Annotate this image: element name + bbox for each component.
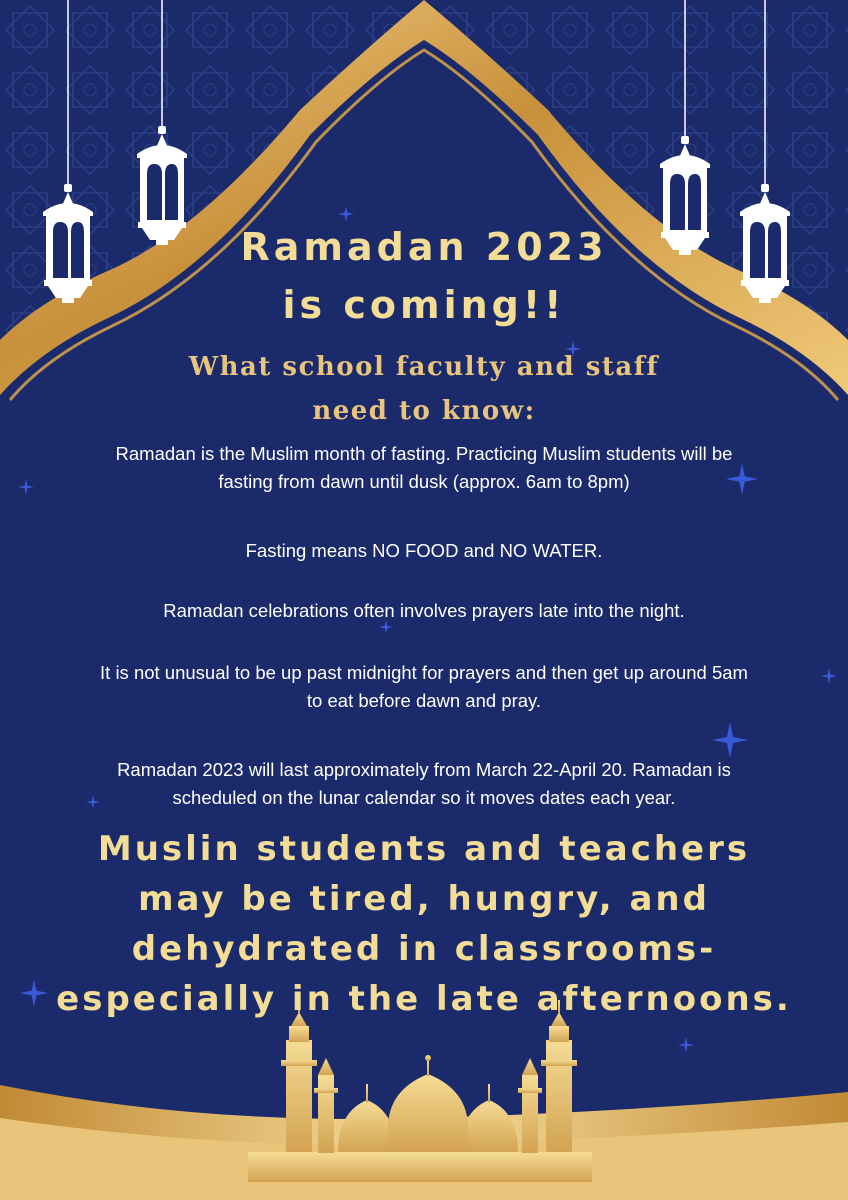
paragraph-night-prayers (0, 597, 848, 625)
closing-line-3: dehydrated in classrooms- (131, 929, 717, 969)
paragraph-line: Ramadan 2023 will last approximately from March 22-April 20. Ramadan is (117, 759, 731, 780)
closing-line-2: may be tired, hungry, and (138, 879, 710, 919)
paragraph-sleep-schedule (0, 659, 848, 715)
paragraph-line: Ramadan celebrations often involves prayers late into the night. (163, 600, 685, 621)
closing-line-4: especially in the late afternoons. (56, 979, 792, 1019)
paragraph-line: scheduled on the lunar calendar so it moves dates each year. (172, 787, 676, 808)
paragraph-line: Ramadan is the Muslim month of fasting. Practicing Muslim students will be (115, 443, 733, 464)
paragraph-fasting-definition (0, 440, 848, 496)
subtitle-line-1: What school faculty and staff (188, 352, 660, 382)
closing-line-1: Muslin students and teachers (97, 829, 751, 869)
subtitle-line-2: need to know: (312, 396, 536, 426)
poster-title-line-1: Ramadan 2023 (240, 225, 608, 269)
paragraph-dates (0, 756, 848, 812)
paragraph-line: It is not unusual to be up past midnight for prayers and then get up around 5am (100, 662, 748, 683)
poster-title-line-2: is coming!! (282, 283, 566, 327)
paragraph-line: to eat before dawn and pray. (306, 690, 542, 711)
paragraph-line: fasting from dawn until dusk (approx. 6am to 8pm) (218, 471, 630, 492)
paragraph-no-food-water (0, 537, 848, 565)
paragraph-line: Fasting means NO FOOD and NO WATER. (245, 540, 603, 561)
